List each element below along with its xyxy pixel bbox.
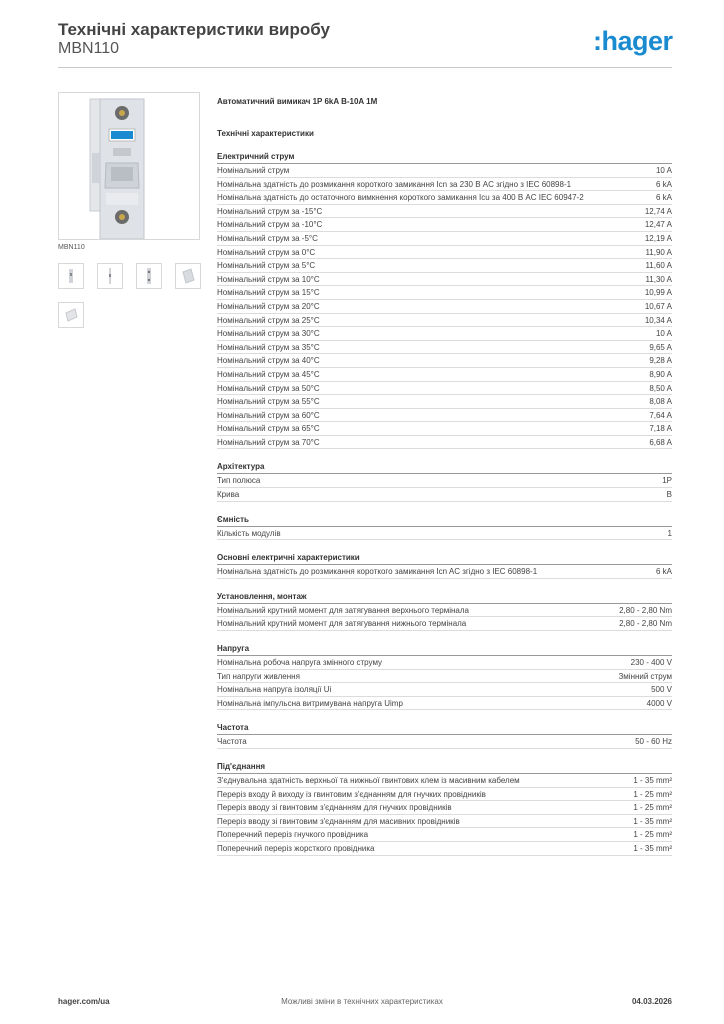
spec-label: Номінальний крутний момент для затягування нижнього термінала [217, 619, 467, 629]
spec-row [217, 683, 672, 697]
spec-row [217, 314, 672, 328]
spec-row [217, 259, 672, 273]
spec-section [217, 761, 672, 856]
spec-value: 6 kA [655, 193, 672, 203]
thumbnail-terminal[interactable] [136, 263, 162, 289]
spec-value: 8,08 A [649, 397, 672, 407]
spec-row [217, 382, 672, 396]
spec-label: Поперечний переріз гнучкого провідника [217, 830, 369, 840]
section-heading: Установлення, монтаж [217, 591, 672, 604]
spec-value: 11,60 A [645, 261, 672, 271]
spec-row [217, 604, 672, 618]
spec-section [217, 722, 672, 749]
spec-label: Переріз вводу зі гвинтовим з'єднанням для масивних провідників [217, 816, 460, 826]
spec-value: 11,90 A [645, 247, 672, 257]
spec-value: 6,68 A [649, 437, 672, 447]
spec-value: Змінний струм [618, 671, 672, 681]
spec-row [217, 409, 672, 423]
spec-label: Номінальний струм за -10°C [217, 220, 323, 230]
spec-label: Номінальний струм за 45°C [217, 369, 320, 379]
spec-label: Номінальний струм за 10°C [217, 274, 320, 284]
thumbnail-front[interactable] [58, 263, 84, 289]
spec-label: Номінальна здатність до остаточного вимкнення короткого замикання Icu за 400 В AC IEC 60947-2 [217, 193, 584, 203]
spec-value: 9,28 A [649, 356, 672, 366]
spec-row [217, 527, 672, 541]
spec-label: Тип полюса [217, 476, 261, 486]
footer-disclaimer: Можливі зміни в технічних характеристиках [281, 997, 443, 1006]
spec-row [217, 178, 672, 192]
spec-value: 12,19 A [644, 233, 672, 243]
section-heading: Електричний струм [217, 151, 672, 164]
spec-row [217, 735, 672, 749]
spec-value: 10 A [655, 329, 672, 339]
spec-label: Поперечний переріз жорсткого провідника [217, 843, 375, 853]
spec-row [217, 565, 672, 579]
spec-section [217, 514, 672, 541]
spec-row [217, 354, 672, 368]
hager-logo: :hager [593, 26, 673, 56]
spec-row [217, 395, 672, 409]
section-heading: Архітектура [217, 461, 672, 474]
spec-row [217, 246, 672, 260]
page-title: Технічні характеристики виробу [58, 20, 330, 39]
section-heading: Ємність [217, 514, 672, 527]
spec-label: Номінальна робоча напруга змінного струму [217, 658, 383, 668]
spec-label: Номінальний струм за 40°C [217, 356, 320, 366]
spec-row [217, 273, 672, 287]
spec-row [217, 205, 672, 219]
spec-row [217, 218, 672, 232]
spec-value: 9,65 A [649, 342, 672, 352]
spec-row [217, 670, 672, 684]
spec-label: Номінальний струм за -5°C [217, 233, 318, 243]
spec-value: 6 kA [655, 567, 672, 577]
spec-label: Частота [217, 737, 247, 747]
footer-website: hager.com/ua [58, 997, 110, 1006]
header-divider [58, 67, 672, 68]
spec-row [217, 697, 672, 711]
spec-label: Тип напруги живлення [217, 671, 300, 681]
spec-label: Номінальний струм за 70°C [217, 437, 320, 447]
spec-value: 1 - 25 mm² [633, 789, 672, 799]
spec-label: Номінальний струм за 50°C [217, 383, 320, 393]
section-heading: Частота [217, 722, 672, 735]
spec-row [217, 842, 672, 856]
spec-row [217, 164, 672, 178]
spec-label: Номінальна імпульсна витримувана напруга Uimp [217, 698, 403, 708]
spec-label: Номінальний струм за 25°C [217, 315, 320, 325]
side-view-icon [98, 264, 122, 288]
spec-section [217, 552, 672, 579]
spec-label: Номінальний струм за 30°C [217, 329, 320, 339]
spec-value: 500 V [651, 685, 672, 695]
spec-row [217, 368, 672, 382]
spec-label: Номінальна здатність до розмикання короткого замикання Icn AC згідно з IEC 60898-1 [217, 567, 538, 577]
spec-row [217, 300, 672, 314]
spec-label: Кількість модулів [217, 528, 281, 538]
spec-row [217, 774, 672, 788]
spec-row [217, 488, 672, 502]
spec-value: 6 kA [655, 179, 672, 189]
spec-row [217, 474, 672, 488]
spec-section [217, 591, 672, 631]
spec-section [217, 643, 672, 710]
spec-row [217, 828, 672, 842]
spec-label: Номінальний крутний момент для затягування верхнього термінала [217, 605, 469, 615]
spec-row [217, 801, 672, 815]
spec-label: Номінальна напруга ізоляції Ui [217, 685, 332, 695]
spec-label: Номінальний струм за 0°C [217, 247, 316, 257]
spec-value: 10,67 A [644, 301, 672, 311]
page-subtitle: MBN110 [58, 40, 120, 57]
spec-label: Переріз вводу зі гвинтовим з'єднанням для гнучких провідників [217, 803, 452, 813]
thumbnail-perspective[interactable] [175, 263, 201, 289]
spec-value: 1 - 35 mm² [633, 776, 672, 785]
spec-value: 11,30 A [645, 274, 672, 284]
spec-value: B [666, 490, 672, 500]
spec-label: Номінальний струм за 15°C [217, 288, 320, 298]
spec-value: 7,18 A [649, 424, 672, 434]
spec-label: Номінальний струм за 65°C [217, 424, 320, 434]
spec-value: 7,64 A [649, 410, 672, 420]
spec-label: Номінальний струм за 5°C [217, 261, 316, 271]
spec-label: Номінальний струм за -15°C [217, 206, 323, 216]
spec-value: 230 - 400 V [630, 658, 672, 668]
spec-label: Переріз входу й виходу із гвинтовим з'єднанням для гнучких провідників [217, 789, 486, 799]
section-heading: Основні електричні характеристики [217, 552, 672, 565]
perspective-view-icon [176, 264, 200, 288]
spec-label: З'єднувальна здатність верхньої та нижньої гвинтових клем із масивним кабелем [217, 776, 520, 785]
spec-row [217, 815, 672, 829]
product-image-caption: MBN110 [58, 244, 85, 251]
terminal-view-icon [137, 264, 161, 288]
technical-specs-heading: Технічні характеристики [217, 129, 314, 138]
spec-value: 12,74 A [644, 206, 672, 216]
spec-value: 2,80 - 2,80 Nm [619, 619, 672, 629]
spec-value: 4000 V [646, 698, 672, 708]
spec-value: 10,34 A [644, 315, 672, 325]
thumbnail-rear[interactable] [58, 302, 84, 328]
spec-value: 10 A [655, 166, 672, 175]
spec-label: Номінальний струм за 55°C [217, 397, 320, 407]
spec-value: 8,90 A [649, 369, 672, 379]
spec-row [217, 327, 672, 341]
spec-row [217, 656, 672, 670]
spec-value: 2,80 - 2,80 Nm [619, 605, 672, 615]
spec-row [217, 286, 672, 300]
spec-label: Номінальний струм за 20°C [217, 301, 320, 311]
spec-label: Крива [217, 490, 240, 500]
spec-value: 10,99 A [644, 288, 672, 298]
spec-value: 1 [667, 528, 672, 538]
spec-value: 1P [662, 476, 672, 486]
spec-value: 12,47 A [644, 220, 672, 230]
spec-section [217, 461, 672, 501]
thumbnail-side[interactable] [97, 263, 123, 289]
spec-row [217, 232, 672, 246]
spec-value: 50 - 60 Hz [635, 737, 672, 747]
spec-value: 1 - 25 mm² [633, 830, 672, 840]
spec-section [217, 151, 672, 449]
spec-row [217, 341, 672, 355]
spec-row [217, 436, 672, 450]
spec-row [217, 788, 672, 802]
section-heading: Під'єднання [217, 761, 672, 774]
spec-sections [217, 151, 672, 856]
spec-label: Номінальний струм за 60°C [217, 410, 320, 420]
spec-label: Номінальна здатність до розмикання короткого замикання Icn за 230 В AC згідно з IEC 60898-1 [217, 179, 572, 189]
footer-date: 04.03.2026 [631, 997, 672, 1006]
product-title: Автоматичний вимикач 1P 6kA B-10A 1M [217, 97, 378, 106]
spec-value: 1 - 35 mm² [633, 816, 672, 826]
spec-label: Номінальний струм за 35°C [217, 342, 320, 352]
front-view-icon [59, 264, 83, 288]
spec-row [217, 191, 672, 205]
spec-value: 8,50 A [649, 383, 672, 393]
specifications-panel [217, 97, 672, 856]
circuit-breaker-image [59, 93, 199, 239]
spec-value: 1 - 35 mm² [633, 843, 672, 853]
product-image [58, 92, 200, 240]
spec-value: 1 - 25 mm² [633, 803, 672, 813]
spec-row [217, 617, 672, 631]
section-heading: Напруга [217, 643, 672, 656]
spec-row [217, 422, 672, 436]
rear-view-icon [59, 303, 83, 327]
spec-label: Номінальний струм [217, 166, 290, 175]
